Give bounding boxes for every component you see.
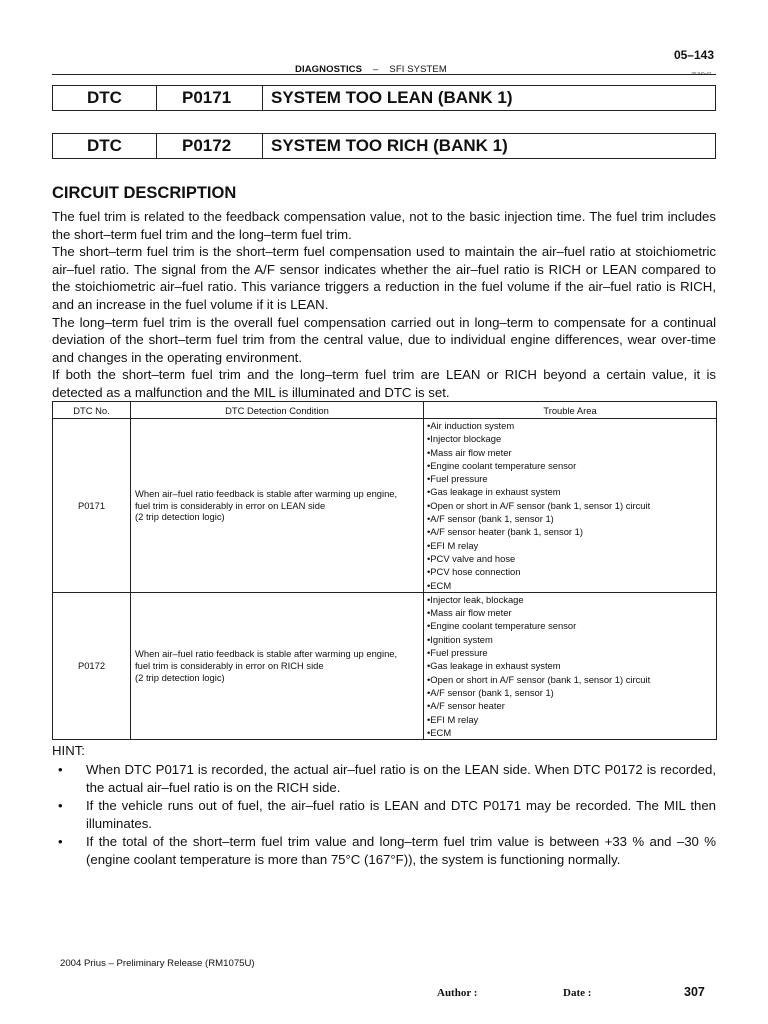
list-item: • Fuel pressure [427,472,713,485]
dtc-label: DTC [53,134,157,158]
dtc-label: DTC [53,86,157,110]
paragraph: If both the short–term fuel trim and the long–term fuel trim are LEAN or RICH beyond a certain value, it is detected as a malfunction and the MIL is illuminated and DTC is set. [52,367,716,400]
bullet: • [58,834,63,850]
header-rule [52,74,716,75]
list-item: • A/F sensor heater (bank 1, sensor 1) [427,525,713,538]
list-item: • PCV valve and hose [427,552,713,565]
list-item: • A/F sensor heater [427,699,713,712]
dtc-code: P0172 [157,134,263,158]
hint-item [52,833,716,868]
list-item: • Mass air flow meter [427,606,713,619]
list-item: • Gas leakage in exhaust system [427,659,713,672]
list-item: • PCV hose connection [427,565,713,578]
list-item: • Fuel pressure [427,646,713,659]
circuit-description-body [52,208,716,402]
condition-line: When air–fuel ratio feedback is stable after warming up engine, [135,487,398,499]
condition-line: fuel trim is considerably in error on RICH side [135,660,324,672]
trouble-area-cell [424,419,717,593]
paragraph: The short–term fuel trim is the short–term fuel compensation used to maintain the air–fuel ratio at stoichiometric air–fuel ratio. The signal from the A/F sensor indicates whether the air–fuel ratio is RICH or LEAN compared to the stoichiometric air–fuel ratio. This variance triggers a reduction in the fuel volume if the air–fuel ratio is RICH, and an increase in the fuel volume if it is LEAN. [52,244,716,312]
column-header-trouble-area: Trouble Area [424,402,717,419]
page-number: 05–143 [673,48,714,62]
trouble-area-list [427,419,713,592]
table-header-row [53,402,717,419]
table-row [53,419,717,593]
list-item: • Ignition system [427,633,713,646]
hint-text: When DTC P0171 is recorded, the actual air–fuel ratio is on the LEAN side. When DTC P0172 is recorded, the actual air–fuel ratio is on the RICH side. [86,762,716,795]
footer-page-number: 307 [684,985,705,999]
condition-line: (2 trip detection logic) [135,671,225,683]
date-label: Date : [563,987,592,999]
document-code: 05JH0–01 [691,71,712,76]
list-item: • Engine coolant temperature sensor [427,619,713,632]
detection-condition-cell [131,592,424,739]
dtc-table [52,401,717,740]
column-header-dtc-no: DTC No. [53,402,131,419]
dtc-title: SYSTEM TOO LEAN (BANK 1) [271,88,513,107]
trouble-area-list [427,593,713,739]
section-name: DIAGNOSTICS [295,64,363,75]
list-item: • Injector leak, blockage [427,593,713,606]
dtc-title: SYSTEM TOO RICH (BANK 1) [271,136,508,155]
dtc-number-cell: P0171 [53,419,131,593]
hint-text: If the vehicle runs out of fuel, the air–fuel ratio is LEAN and DTC P0171 may be recorded. The MIL then illuminates. [86,798,716,831]
list-item: • Air induction system [427,419,713,432]
bullet: • [58,762,63,777]
dtc-title-box-p0172 [52,133,716,159]
list-item: • A/F sensor (bank 1, sensor 1) [427,512,713,525]
hint-item [52,761,716,796]
list-item: • Open or short in A/F sensor (bank 1, sensor 1) circuit [427,673,713,686]
detection-condition-cell [131,419,424,593]
trouble-area-cell [424,592,717,739]
table-row [53,592,717,739]
hint-list [52,761,716,870]
list-item: • EFI M relay [427,539,713,552]
column-header-condition: DTC Detection Condition [131,402,424,419]
condition-line: When air–fuel ratio feedback is stable after warming up engine, [135,648,398,660]
list-item: • Injector blockage [427,432,713,445]
list-item: • ECM [427,726,713,739]
section-separator: – [373,64,379,75]
hint-text: If the total of the short–term fuel trim value and long–term fuel trim value is between +33 % and –30 % (engine coolant temperature is more than 75°C (167°F)), the system is functioning normally. [86,834,716,867]
list-item: • Engine coolant temperature sensor [427,459,713,472]
dtc-number-cell: P0172 [53,592,131,739]
list-item: • Gas leakage in exhaust system [427,485,713,498]
hint-label: HINT: [52,743,85,758]
section-subsystem: SFI SYSTEM [389,64,447,75]
list-item: • Mass air flow meter [427,446,713,459]
release-note: 2004 Prius – Preliminary Release (RM1075U) [60,958,255,969]
hint-item [52,797,716,832]
dtc-code: P0171 [157,86,263,110]
condition-line: (2 trip detection logic) [135,511,225,523]
bullet: • [58,798,63,814]
list-item: • EFI M relay [427,713,713,726]
circuit-description-title: CIRCUIT DESCRIPTION [52,184,237,202]
list-item: • A/F sensor (bank 1, sensor 1) [427,686,713,699]
author-label: Author : [437,987,478,999]
list-item: • Open or short in A/F sensor (bank 1, sensor 1) circuit [427,499,713,512]
paragraph: The long–term fuel trim is the overall fuel compensation carried out in long–term to compensate for a continual deviation of the short–term fuel trim from the central value, due to individual engine differences, wear over-time and changes in the operating environment. [52,314,716,365]
list-item: • ECM [427,579,713,592]
paragraph: The fuel trim is related to the feedback compensation value, not to the basic injection time. The fuel trim includes the short–term fuel trim and the long–term fuel trim. [52,209,716,242]
dtc-title-box-p0171 [52,85,716,111]
condition-line: fuel trim is considerably in error on LEAN side [135,499,326,511]
